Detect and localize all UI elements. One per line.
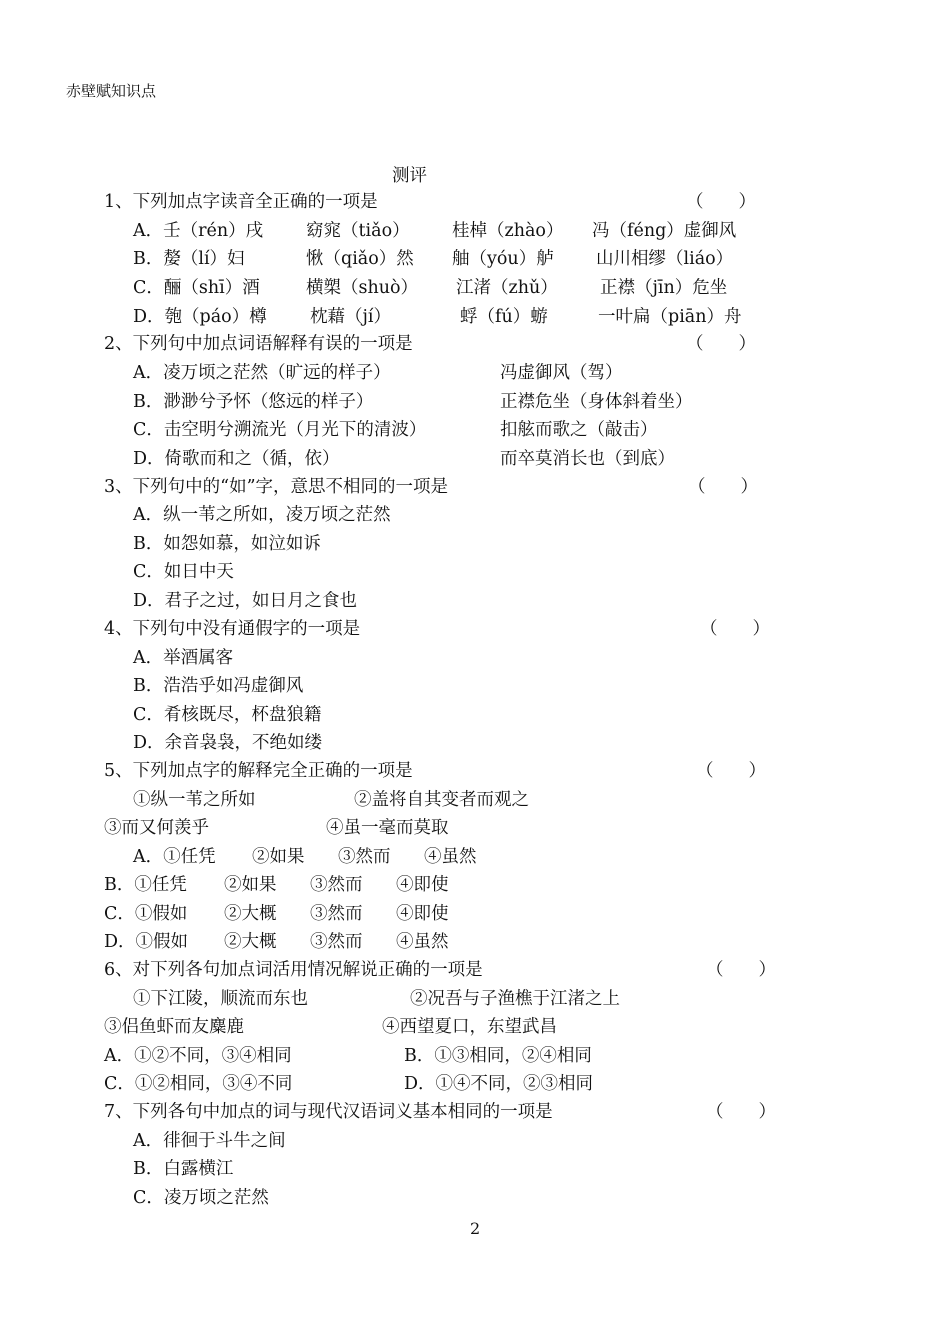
answer-blank-4: （ ） bbox=[700, 619, 770, 639]
option-text: C．①②相同，③④不同 bbox=[104, 1074, 293, 1094]
option-text: 横槊（shuò） bbox=[306, 278, 419, 298]
option-text: 冯虚御风（驾） bbox=[500, 363, 623, 383]
option-text: ③然而 bbox=[310, 932, 363, 952]
answer-blank-5: （ ） bbox=[696, 761, 766, 781]
answer-blank-6: （ ） bbox=[706, 960, 776, 980]
option-text: ②况吾与子渔樵于江渚之上 bbox=[410, 989, 620, 1009]
option-text: B．①③相同，②④相同 bbox=[404, 1046, 592, 1066]
option-text: A．①②不同，③④相同 bbox=[104, 1046, 292, 1066]
option-text: C．酾（shī）酒 bbox=[133, 278, 260, 298]
question-3: 3、下列句中的“如”字，意思不相同的一项是 bbox=[104, 477, 449, 497]
option-text: 枕藉（jí） bbox=[310, 307, 392, 327]
option-text: 桂棹（zhào） bbox=[452, 221, 564, 241]
answer-blank-7: （ ） bbox=[706, 1102, 776, 1122]
option-text: A．举酒属客 bbox=[133, 648, 234, 668]
option-text: 山川相缪（liáo） bbox=[596, 249, 734, 269]
answer-blank-1: （ ） bbox=[686, 192, 756, 212]
option-text: A．壬（rén）戌 bbox=[133, 221, 264, 241]
question-7: 7、下列各句中加点的词与现代汉语词义基本相同的一项是 bbox=[104, 1102, 553, 1122]
answer-blank-3: （ ） bbox=[688, 477, 758, 497]
option-text: B．嫠（lí）妇 bbox=[133, 249, 245, 269]
option-text: ③然而 bbox=[310, 904, 363, 924]
option-text: B．渺渺兮予怀（悠远的样子） bbox=[133, 392, 374, 412]
option-text: 舳（yóu）舻 bbox=[452, 249, 554, 269]
option-text: 蜉（fú）蝣 bbox=[460, 307, 548, 327]
option-text: ④西望夏口，东望武昌 bbox=[382, 1017, 557, 1037]
question-2: 2、下列句中加点词语解释有误的一项是 bbox=[104, 334, 413, 354]
option-text: B．①任凭 bbox=[104, 875, 187, 895]
option-text: C．①假如 bbox=[104, 904, 188, 924]
option-text: B．如怨如慕，如泣如诉 bbox=[133, 534, 321, 554]
option-text: C．肴核既尽，杯盘狼籍 bbox=[133, 705, 322, 725]
option-text: A．凌万顷之茫然（旷远的样子） bbox=[133, 363, 391, 383]
option-text: D．①假如 bbox=[104, 932, 189, 952]
option-text: ③侣鱼虾而友麋鹿 bbox=[104, 1017, 244, 1037]
option-text: C．击空明兮溯流光（月光下的清波） bbox=[133, 420, 427, 440]
option-text: 一叶扁（piān）舟 bbox=[598, 307, 742, 327]
option-text: ④虽然 bbox=[424, 847, 477, 867]
option-text: 扣舷而歌之（敲击） bbox=[500, 420, 658, 440]
option-text: 正襟（jīn）危坐 bbox=[600, 278, 728, 298]
option-text: ①纵一苇之所如 bbox=[133, 790, 256, 810]
option-text: 江渚（zhǔ） bbox=[456, 278, 558, 298]
option-text: ③而又何羡乎 bbox=[104, 818, 209, 838]
option-text: D．君子之过，如日月之食也 bbox=[133, 591, 358, 611]
option-text: D．①④不同，②③相同 bbox=[404, 1074, 594, 1094]
question-4: 4、下列句中没有通假字的一项是 bbox=[104, 619, 361, 639]
option-text: C．凌万顷之茫然 bbox=[133, 1188, 269, 1208]
section-title: 测评 bbox=[392, 166, 427, 186]
answer-blank-2: （ ） bbox=[686, 334, 756, 354]
document-header: 赤壁赋知识点 bbox=[66, 82, 157, 100]
option-text: ③然而 bbox=[310, 875, 363, 895]
option-text: A．纵一苇之所如，凌万顷之茫然 bbox=[133, 505, 391, 525]
question-6: 6、对下列各句加点词活用情况解说正确的一项是 bbox=[104, 960, 483, 980]
option-text: D．倚歌而和之（循，依） bbox=[133, 449, 340, 469]
option-text: ②大概 bbox=[224, 932, 277, 952]
option-text: B．白露横江 bbox=[133, 1159, 234, 1179]
option-text: 而卒莫消长也（到底） bbox=[500, 449, 675, 469]
option-text: B．浩浩乎如冯虚御风 bbox=[133, 676, 304, 696]
option-text: ③然而 bbox=[338, 847, 391, 867]
option-text: 窈窕（tiǎo） bbox=[306, 221, 410, 241]
option-text: ④即使 bbox=[396, 904, 449, 924]
option-text: ②如果 bbox=[252, 847, 305, 867]
option-text: C．如日中天 bbox=[133, 562, 234, 582]
option-text: ①下江陵，顺流而东也 bbox=[133, 989, 308, 1009]
option-text: ②大概 bbox=[224, 904, 277, 924]
option-text: 愀（qiǎo）然 bbox=[306, 249, 414, 269]
option-text: D．余音袅袅，不绝如缕 bbox=[133, 733, 323, 753]
question-1: 1、下列加点字读音全正确的一项是 bbox=[104, 192, 378, 212]
option-text: A．徘徊于斗牛之间 bbox=[133, 1131, 286, 1151]
option-text: A．①任凭 bbox=[133, 847, 216, 867]
question-5: 5、下列加点字的解释完全正确的一项是 bbox=[104, 761, 413, 781]
option-text: ②如果 bbox=[224, 875, 277, 895]
page-number: 2 bbox=[470, 1219, 481, 1238]
option-text: ④虽然 bbox=[396, 932, 449, 952]
option-text: ④即使 bbox=[396, 875, 449, 895]
option-text: ②盖将自其变者而观之 bbox=[354, 790, 529, 810]
option-text: ④虽一毫而莫取 bbox=[326, 818, 449, 838]
option-text: D．匏（páo）樽 bbox=[133, 307, 267, 327]
option-text: 冯（féng）虚御风 bbox=[592, 221, 737, 241]
option-text: 正襟危坐（身体斜着坐） bbox=[500, 392, 693, 412]
